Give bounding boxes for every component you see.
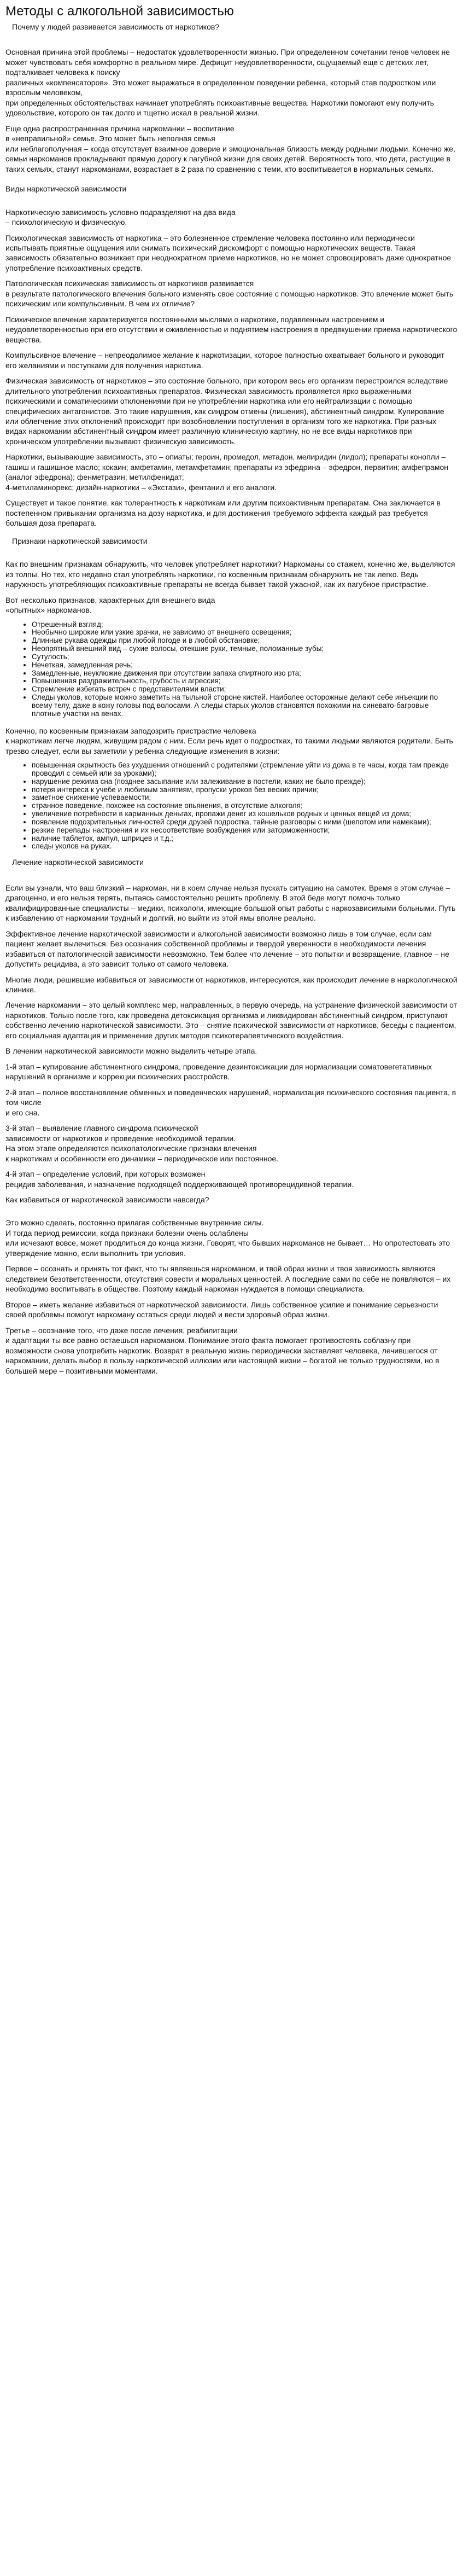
list-item: • Стремление избегать встреч с представителями власти; xyxy=(32,685,458,694)
list-item: • следы уколов на руках. xyxy=(32,842,458,851)
list-item: • увеличение потребности в карманных деньгах, пропажи денег из кошельков родных и ценных вещей из дома; xyxy=(32,810,458,818)
treatment-stage: 2-й этап – полное восстановление обменных и поведенческих нарушений, нормализация психического состояния пациента, в том числе и его сна. xyxy=(5,1088,456,1117)
child-changes-list xyxy=(16,761,458,851)
treatment-paragraph: Лечение наркомании – это целый комплекс мер, направленных, в первую очередь, на устранение физической зависимости от наркотиков. Только после того, как проведена детоксикация организма и ликвидирован абстинентный синдром, приступают собственно лечению наркотической зависимости. Это – снятие психической зависимости от наркотиков, беседы с пациентом, его социальная адаптация и применение других методов психотерапевтического воздействия. xyxy=(5,1001,458,1040)
list-item: • Неопрятный внешний вид – сухие волосы, отекшие руки, темные, поломанные зубы; xyxy=(32,645,458,653)
list-item: • Длинные рукава одежды при любой погоде и в любой обстановке; xyxy=(32,637,458,645)
list-item: • резкие перепады настроения и их несоответствие возбуждения или заторможенности; xyxy=(32,827,458,835)
page-title: Методы с алкогольной зависимостью xyxy=(5,4,234,19)
types-paragraph: Наркотическую зависимость условно подразделяют на два вида – психологическую и физическую. xyxy=(5,207,236,227)
section-heading-forever: Как избавиться от наркотической зависимости навсегда? xyxy=(5,1195,209,1204)
list-item: • Нечеткая, замедленная речь; xyxy=(32,661,458,670)
forever-paragraph: Это можно сделать, постоянно прилагая собственные внутренние силы. И тогда период ремиссии, когда признаки болезни очень ослаблены или исчезают вовсе, может продлиться до конца жизни. Говорят, что бывших наркоманов не бывает… Но опротестовать это утверждение можно, если выполнить три условия. xyxy=(5,1218,450,1258)
intro-paragraph: Основная причина этой проблемы – недостаток удовлетворенности жизнью. При определенном сочетании генов человек не может чувствовать себя комфортно в реальном мире. Дефицит неудовлетворенности, ощущаемый еще с детских лет, подталкивает человека к поиску различных «компенсаторов». Это может выражаться в определенном поведении ребенка, который став подростком или взрослым человеком, при определенных обстоятельствах начинает употреблять психоактивные вещества. Наркотики помогают ему получить удовольствие, которого он так долго и тщетно искал в реальной жизни. xyxy=(5,48,450,118)
list-item: • Сутулость; xyxy=(32,653,458,661)
parents-paragraph: Конечно, по косвенным признакам заподозрить пристрастие человека к наркотикам легче людям, живущим рядом с ним. Если речь идет о подростках, то такими людьми являются родители. Быть трезво следует, если вы заметили у ребенка следующие изменения в жизни: xyxy=(5,726,453,755)
list-item: • Отрешенный взгляд; xyxy=(32,621,458,629)
section-heading-signs: Признаки наркотической зависимости xyxy=(12,536,148,545)
treatment-paragraph: Если вы узнали, что ваш близкий – наркоман, ни в коем случае нельзя пускать ситуацию на самотек. Время в этом случае – драгоценно, и его нельзя терять, пытаясь самостоятельно решить проблему. В этой беде могут помочь только квалифицированные специалисты – медики, психологи, имеющие большой опыт работы с наркозависимыми больными. Путь к избавлению от наркомании трудный и долгий, но выйти из этой ямы вполне реально. xyxy=(5,883,456,923)
signs-paragraph: Как по внешним признакам обнаружить, что человек употребляет наркотики? Наркоманы со стажем, конечно же, выделяются из толпы. Но тех, кто недавно стал употреблять наркотики, по косвенным признакам обнаружить не так легко. Ведь наружность употребляющих психоактивные препараты не всегда бывает такой ужасной, как их пагубное пристрастие. xyxy=(5,560,455,589)
forever-paragraph: Первое – осознать и принять тот факт, что ты являешься наркоманом, и твой образ жизни и твоя зависимость являются следствием безответственности, отсутствия совести и моральных ценностей. А последние сами по себе не появляются – их необходимо воспитывать в обществе. Поэтому каждый наркоман нуждается в помощи специалиста. xyxy=(5,1264,451,1294)
treatment-paragraph: Эффективное лечение наркотической зависимости и алкогольной зависимости возможно лишь в том случае, если сам пациент желает вылечиться. Без осознания собственной проблемы и твердой уверенности в необходимости лечения избавиться от патологической зависимости невозможно. Тем более что лечение – это попытки и возвращение, главное – не допустить рецидива, а это зависит только от самого человека. xyxy=(5,929,449,969)
list-item: • потеря интереса к учебе и любимым занятиям, пропуски уроков без веских причин; xyxy=(32,786,458,794)
types-paragraph: Компульсивное влечение – непреодолимое желание к наркотизации, которое полностью охватывает больного и руководит его желаниями и поступками для получения наркотика. xyxy=(5,351,445,370)
treatment-paragraph: В лечении наркотической зависимости можно выделить четыре этапа. xyxy=(5,1046,257,1056)
list-item: • Необычно широкие или узкие зрачки, не зависимо от внешнего освещения; xyxy=(32,629,458,637)
list-item: • появление подозрительных личностей среди друзей подростка, тайные разговоры с ними (шепотом или намеками); xyxy=(32,818,458,827)
signs-paragraph: Вот несколько признаков, характерных для внешнего вида «опытных» наркоманов. xyxy=(5,595,215,615)
list-item: • заметное снижение успеваемости; xyxy=(32,794,458,802)
types-paragraph: Психическое влечение характеризуется постоянными мыслями о наркотике, подавленным настроением и неудовлетворенностью при его отсутствии и оживленностью и поднятием настроения в предвкушении приема наркотического вещества. xyxy=(5,315,458,344)
list-item: • нарушение режима сна (позднее засыпание или залеживание в постели, каких не было прежде); xyxy=(32,778,458,786)
external-signs-list xyxy=(16,621,458,718)
types-paragraph: Патологическая психическая зависимость от наркотиков развивается в результате патологического влечения больного изменять свое состояние с помощью наркотиков. Это влечение может быть психическим или компульсивным. В чем их отличие? xyxy=(5,279,454,309)
list-item: • Замедленные, неуклюжие движения при отсутствии запаха спиртного изо рта; xyxy=(32,670,458,678)
types-paragraph: Физическая зависимость от наркотиков – это состояние больного, при котором весь его организм перестроился вследствие длительного употребления психоактивных препаратов. Физическая зависимость проявляется ярко выраженными психическими и соматическими отклонениями при не употреблении наркотика или его нейтрализации с помощью специфических антагонистов. Это такие нарушения, как синдром отмены (лишения), абстинентный синдром. Купирование или облегчение этих отклонений происходит при возобновлении поступления в организм того же наркотика. При разных видах наркомании абстинентный синдром имеет различную клиническую картину, но не все виды наркотиков при хроническом употреблении вызывают физическую зависимость. xyxy=(5,376,448,446)
treatment-stage: 3-й этап – выявление главного синдрома психической зависимости от наркотиков и проведение необходимой терапии. На этом этапе определяются психопатологические признаки влечения к наркотикам и особенности его динамики – периодическое или постоянное. xyxy=(5,1124,279,1163)
section-heading-treatment: Лечение наркотической зависимости xyxy=(12,858,144,867)
list-item: • наличие таблеток, ампул, шприцев и т.д.; xyxy=(32,835,458,843)
intro-paragraph: Еще одна распространенная причина наркомании – воспитание в «неправильной» семье. Это может быть неполная семья или неблагополучная – когда отсутствует взаимное доверие и эмоциональная близость между родными людьми. Конечно же, семьи наркоманов прокладывают прямую дорогу к пагубной жизни для своих детей. Вероятность того, что дети, растущие в таких семьях, станут наркоманами, возрастает в 2 раза по сравнению с теми, кто воспитывается в нормальных семьях. xyxy=(5,124,455,173)
forever-paragraph: Третье – осознание того, что даже после лечения, реабилитации и адаптации ты все равно остаешься наркоманом. Понимание этого факта помогает противостоять соблазну при возможности снова употребить наркотик. Возврат в реальную жизнь периодически заставляет человека, лечившегося от наркомании, делать выбор в пользу наркотической иллюзии или настоящей жизни – богатой не только трудностями, но в большей мере – позитивными моментами. xyxy=(5,1325,439,1375)
list-item: • Следы уколов, которые можно заметить на тыльной стороне кистей. Наиболее осторожные делают себе инъекции по всему телу, даже в кожу головы под волосами. А следы старых уколов становятся похожими на синевато-багровые плотные участки на венах. xyxy=(32,694,458,718)
treatment-stage: 1-й этап – купирование абстинентного синдрома, проведение дезинтоксикации для нормализации соматовегетативных нарушений в организме и коррекции психических расстройств. xyxy=(5,1062,432,1081)
types-paragraph: Психологическая зависимость от наркотика – это болезненное стремление человека постоянно или периодически испытывать приятные ощущения или снимать психический дискомфорт с помощью наркотических веществ. Такая зависимость обязательно возникает при неоднократном приеме наркотиков, но не может спровоцировать даже однократное употребление психоактивных средств. xyxy=(5,233,452,272)
article-subtitle: Почему у людей развивается зависимость от наркотиков? xyxy=(12,22,220,31)
list-item: • повышенная скрытность без ухудшения отношений с родителями (стремление уйти из дома в те часы, когда там прежде проводил с семьей или за уроками); xyxy=(32,761,458,778)
treatment-paragraph: Многие люди, решившие избавиться от зависимости от наркотиков, интересуются, как происходит лечение в наркологической клинике. xyxy=(5,975,458,994)
treatment-stage: 4-й этап – определение условий, при которых возможен рецидив заболевания, и назначение подходящей поддерживающей противорецидивной терапии. xyxy=(5,1170,354,1189)
forever-paragraph: Второе – иметь желание избавиться от наркотической зависимости. Лишь собственное усилие и понимание серьезности своей проблемы помогут наркоману остаться среди людей и вести здоровый образ жизни. xyxy=(5,1300,438,1319)
types-paragraph: Существует и такое понятие, как толерантность к наркотикам или другим психоактивным препаратам. Она заключается в постепенном привыкании организма на дозу наркотика, и для достижения требуемого эффекта каждый раз требуется большая доза препарата. xyxy=(5,498,441,528)
list-item: • странное поведение, похожее на состояние опьянения, в отсутствие алкоголя; xyxy=(32,802,458,810)
list-item: • Повышенная раздражительность, грубость и агрессия; xyxy=(32,677,458,685)
types-paragraph: Наркотики, вызывающие зависимость, это – опиаты; героин, промедол, метадон, мелиридин (лидол); препараты конопли – гашиш и гашишное масло; кокаин; амфетамин, метамфетамин; препараты из эфедрина – эфедрон, первитин; амфепрамон (аналог эфедрона); фенметразин; метилфенидат; 4-метиламинорекс; дизайн-наркотики – «Экстази», фентанил и его аналоги. xyxy=(5,452,448,492)
section-heading-types: Виды наркотической зависимости xyxy=(5,184,127,194)
